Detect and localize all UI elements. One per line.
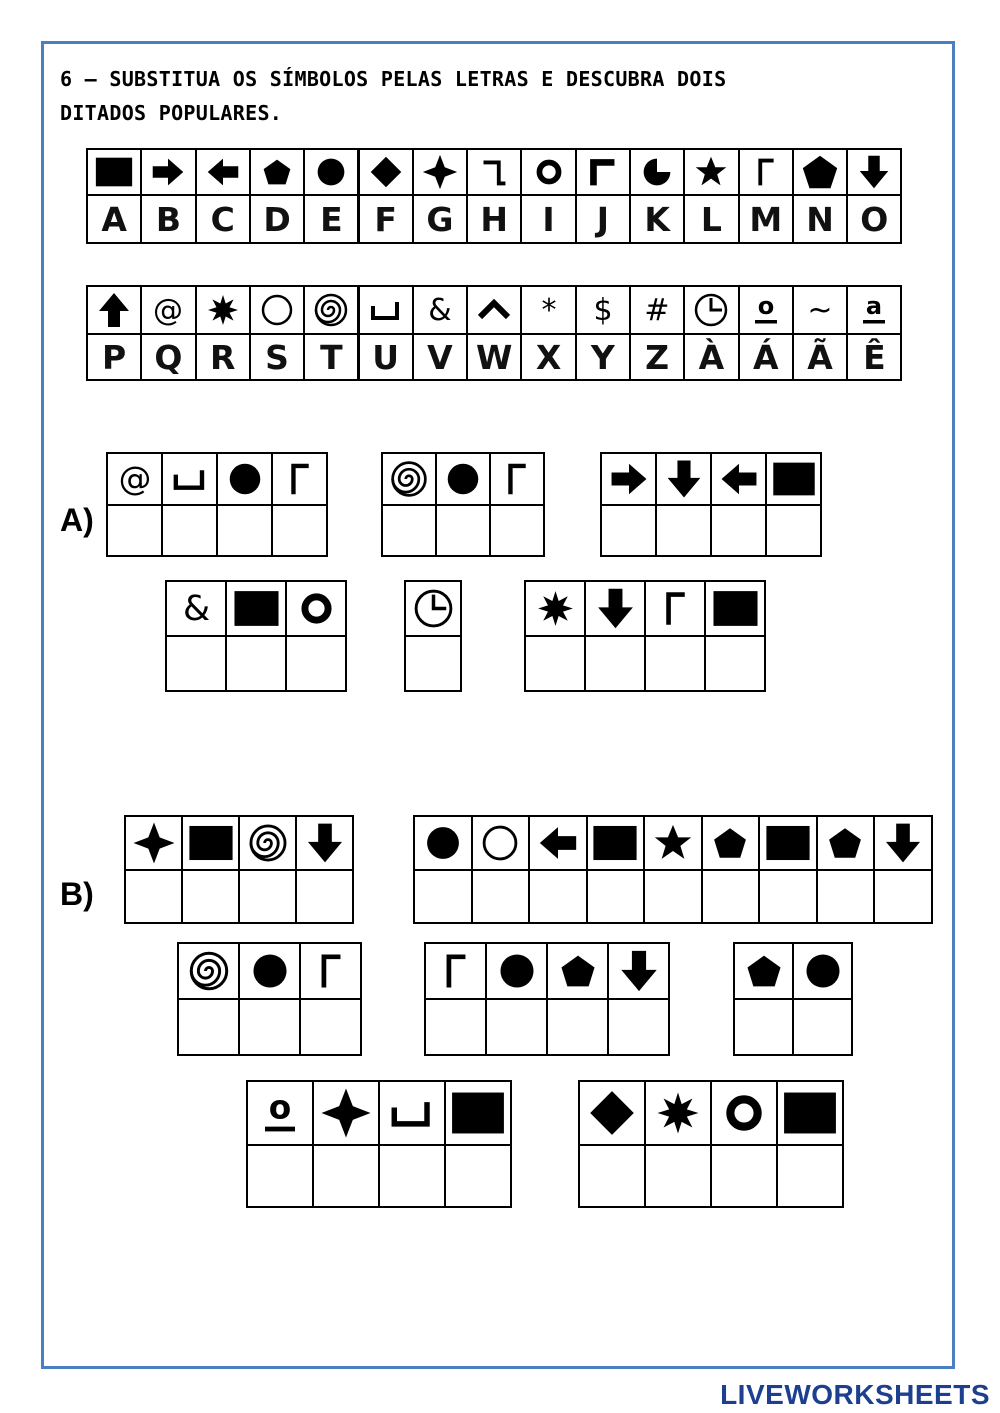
ring-icon — [528, 151, 570, 193]
section-b-answer-box[interactable] — [181, 869, 240, 924]
section-b-answer-box[interactable] — [246, 1144, 314, 1208]
section-b-symbol-cell — [181, 815, 240, 871]
section-a-symbol-cell — [216, 452, 273, 506]
section-b-symbol-cell — [528, 815, 588, 871]
svg-text:&: & — [428, 293, 452, 328]
section-b-symbol-cell — [413, 815, 473, 871]
key-symbol-cell — [520, 148, 576, 196]
big-pentagon-icon — [799, 151, 841, 193]
ampersand-icon — [171, 583, 222, 634]
section-a-answer-box[interactable] — [435, 504, 491, 557]
section-b-answer-box[interactable] — [177, 998, 240, 1056]
svg-text:$: $ — [593, 293, 613, 328]
section-b-answer-box[interactable] — [733, 998, 794, 1056]
key-symbol-cell — [466, 285, 522, 335]
key-letter-cell: X — [520, 333, 576, 381]
pentagon-icon — [705, 818, 755, 868]
arrow-right-icon — [605, 455, 653, 503]
step-bottom-icon — [364, 288, 408, 332]
section-b-symbol-cell — [578, 1080, 646, 1146]
svg-text:~: ~ — [807, 293, 833, 328]
section-a-symbol-cell — [435, 452, 491, 506]
key-letter-cell: Ã — [792, 333, 848, 381]
ring-icon — [714, 1083, 774, 1143]
circle-icon — [418, 818, 468, 868]
key-letter-cell: Q — [140, 333, 196, 381]
star-icon — [690, 151, 732, 193]
key-symbol-cell — [249, 285, 305, 335]
key-letter-cell: I — [520, 194, 576, 244]
square-icon — [93, 151, 135, 193]
key-symbol-cell — [738, 285, 794, 335]
section-b-answer-box[interactable] — [816, 869, 876, 924]
key-symbol-cell — [846, 285, 902, 335]
section-b-symbol-cell — [758, 815, 818, 871]
key-symbol-cell — [629, 148, 685, 196]
key-letter-cell: Ê — [846, 333, 902, 381]
square-icon — [763, 818, 813, 868]
key-symbol-cell — [195, 285, 251, 335]
key-symbol-cell — [520, 285, 576, 335]
pentagon-icon — [552, 945, 604, 997]
key-symbol-cell — [792, 285, 848, 335]
square-icon — [231, 583, 282, 634]
section-b-answer-box[interactable] — [873, 869, 933, 924]
burst-icon — [201, 288, 245, 332]
section-a-answer-box[interactable] — [584, 635, 646, 692]
caret-icon — [472, 288, 516, 332]
section-a-answer-box[interactable] — [165, 635, 227, 692]
section-a-answer-box[interactable] — [655, 504, 712, 557]
gamma-icon — [276, 455, 324, 503]
section-b-symbol-cell — [710, 1080, 778, 1146]
star-icon — [648, 818, 698, 868]
section-a-symbol-cell — [161, 452, 218, 506]
key-letter-cell: A — [86, 194, 142, 244]
section-b-symbol-cell — [792, 942, 853, 1000]
section-a-answer-box[interactable] — [216, 504, 273, 557]
hash-sign-icon — [635, 288, 679, 332]
section-a-answer-box[interactable] — [644, 635, 706, 692]
key-letter-cell: E — [303, 194, 359, 244]
section-b-symbol-cell — [816, 815, 876, 871]
ring-icon — [291, 583, 342, 634]
key-symbol-cell — [412, 285, 468, 335]
section-a-symbol-cell — [225, 580, 287, 637]
at-sign-icon — [146, 288, 190, 332]
svg-text:#: # — [644, 293, 670, 328]
section-a-answer-box[interactable] — [600, 504, 657, 557]
circle-icon — [310, 151, 352, 193]
svg-text:&: & — [182, 589, 210, 630]
svg-text:o: o — [757, 292, 774, 320]
section-b-answer-box[interactable] — [528, 869, 588, 924]
section-b-symbol-cell — [378, 1080, 446, 1146]
section-b-answer-box[interactable] — [444, 1144, 512, 1208]
key-symbol-cell — [249, 148, 305, 196]
arrow-left-icon — [533, 818, 583, 868]
key-letter-cell: J — [575, 194, 631, 244]
ampersand-icon — [418, 288, 462, 332]
section-a-symbol-cell — [655, 452, 712, 506]
svg-text:o: o — [268, 1088, 292, 1127]
key-letter-cell: O — [846, 194, 902, 244]
key-symbol-cell — [303, 285, 359, 335]
section-a-symbol-cell — [600, 452, 657, 506]
section-a-symbol-cell — [285, 580, 347, 637]
thick-corner-icon — [582, 151, 624, 193]
burst-icon — [530, 583, 581, 634]
key-symbol-cell — [575, 148, 631, 196]
section-b-symbol-cell — [312, 1080, 380, 1146]
key-symbol-cell — [575, 285, 631, 335]
section-b-symbol-cell — [546, 942, 609, 1000]
section-b-symbol-cell — [733, 942, 794, 1000]
section-b-symbol-cell — [177, 942, 240, 1000]
section-b-symbol-cell — [444, 1080, 512, 1146]
key-letter-cell: Y — [575, 333, 631, 381]
section-b-answer-box[interactable] — [238, 869, 297, 924]
key-letter-cell: D — [249, 194, 305, 244]
four-point-star-icon — [419, 151, 461, 193]
instruction-text — [60, 62, 920, 130]
section-a-symbol-cell — [524, 580, 586, 637]
step-corner-icon — [473, 151, 515, 193]
key-letter-cell: T — [303, 333, 359, 381]
section-b-symbol-cell — [246, 1080, 314, 1146]
key-letter-cell: U — [358, 333, 414, 381]
spiral-icon — [385, 455, 433, 503]
key-symbol-cell — [412, 148, 468, 196]
section-a-answer-box[interactable] — [404, 635, 462, 692]
section-b-answer-box[interactable] — [758, 869, 818, 924]
dollar-sign-icon — [581, 288, 625, 332]
arrow-down-icon — [590, 583, 641, 634]
section-a-answer-box[interactable] — [106, 504, 163, 557]
section-b-symbol-cell — [586, 815, 646, 871]
gamma-icon — [650, 583, 701, 634]
diamond-icon — [582, 1083, 642, 1143]
key-letter-cell: N — [792, 194, 848, 244]
four-point-star-icon — [316, 1083, 376, 1143]
key-symbol-cell — [846, 148, 902, 196]
section-a-answer-box[interactable] — [161, 504, 218, 557]
section-b-answer-box[interactable] — [643, 869, 703, 924]
section-b-answer-box[interactable] — [546, 998, 609, 1056]
svg-text:a: a — [866, 292, 883, 320]
spiral-icon — [183, 945, 235, 997]
section-b-answer-box[interactable] — [312, 1144, 380, 1208]
hollow-circle-icon — [255, 288, 299, 332]
section-a-answer-box[interactable] — [710, 504, 767, 557]
section-a-symbol-cell — [765, 452, 822, 506]
section-b-symbol-cell — [238, 942, 301, 1000]
section-b-symbol-cell — [299, 942, 362, 1000]
arrow-down-icon — [660, 455, 708, 503]
square-icon — [448, 1083, 508, 1143]
key-letter-cell: Z — [629, 333, 685, 381]
section-a-answer-box[interactable] — [381, 504, 437, 557]
section-a-answer-box[interactable] — [704, 635, 766, 692]
circle-icon — [797, 945, 849, 997]
burst-icon — [648, 1083, 708, 1143]
key-symbol-cell — [140, 148, 196, 196]
section-b-answer-box[interactable] — [586, 869, 646, 924]
pentagon-icon — [738, 945, 790, 997]
clock-icon — [689, 288, 733, 332]
logo-text: LIVEWORKSHEETS — [720, 1379, 990, 1410]
section-a-symbol-cell — [704, 580, 766, 637]
section-a-symbol-cell — [404, 580, 462, 637]
section-b-symbol-cell — [471, 815, 531, 871]
circle-icon — [491, 945, 543, 997]
gamma-icon — [305, 945, 357, 997]
o-underline-icon — [744, 288, 788, 332]
section-b-answer-box[interactable] — [424, 998, 487, 1056]
section-a-symbol-cell — [381, 452, 437, 506]
key-symbol-cell — [86, 148, 142, 196]
section-a-symbol-cell — [584, 580, 646, 637]
tilde-icon — [798, 288, 842, 332]
svg-text:@: @ — [118, 459, 151, 498]
section-a-symbol-cell — [271, 452, 328, 506]
arrow-left-icon — [715, 455, 763, 503]
key-letter-cell: L — [683, 194, 739, 244]
key-letter-cell: F — [358, 194, 414, 244]
key-letter-cell: H — [466, 194, 522, 244]
key-symbol-cell — [86, 285, 142, 335]
section-b-answer-box[interactable] — [607, 998, 670, 1056]
section-a-symbol-cell — [489, 452, 545, 506]
gamma-icon — [493, 455, 541, 503]
key-symbol-cell — [683, 285, 739, 335]
spiral-icon — [309, 288, 353, 332]
section-b-symbol-cell — [643, 815, 703, 871]
arrow-down-icon — [853, 151, 895, 193]
key-symbol-cell — [303, 148, 359, 196]
section-b-answer-box[interactable] — [792, 998, 853, 1056]
section-b-symbol-cell — [644, 1080, 712, 1146]
key-letter-cell: M — [738, 194, 794, 244]
section-a-answer-box[interactable] — [271, 504, 328, 557]
key-letter-cell: V — [412, 333, 468, 381]
key-symbol-cell — [738, 148, 794, 196]
section-b-symbol-cell — [873, 815, 933, 871]
section-b-label: B) — [60, 876, 94, 912]
hollow-circle-icon — [475, 818, 525, 868]
liveworksheets-logo — [720, 1379, 990, 1411]
key-symbol-cell — [358, 285, 414, 335]
section-a-answer-box[interactable] — [225, 635, 287, 692]
section-b-symbol-cell — [701, 815, 761, 871]
section-b-answer-box[interactable] — [413, 869, 473, 924]
svg-text:@: @ — [153, 293, 184, 328]
section-a-answer-box[interactable] — [285, 635, 347, 692]
key-letter-cell: W — [466, 333, 522, 381]
section-b-answer-box[interactable] — [124, 869, 183, 924]
key-letter-cell: C — [195, 194, 251, 244]
key-symbol-cell — [683, 148, 739, 196]
section-b-answer-box[interactable] — [776, 1144, 844, 1208]
circle-icon — [439, 455, 487, 503]
section-b-symbol-cell — [124, 815, 183, 871]
at-sign-icon — [111, 455, 159, 503]
square-icon — [770, 455, 818, 503]
section-b-answer-box[interactable] — [644, 1144, 712, 1208]
key-symbol-cell — [140, 285, 196, 335]
arrow-down-icon — [300, 818, 350, 868]
o-underline-icon — [250, 1083, 310, 1143]
section-a-symbol-cell — [106, 452, 163, 506]
gamma-icon — [745, 151, 787, 193]
key-letter-cell: Á — [738, 333, 794, 381]
arrow-up-icon — [92, 288, 136, 332]
arrow-down-icon — [878, 818, 928, 868]
square-icon — [780, 1083, 840, 1143]
instruction-line-1: 6 – SUBSTITUA OS SÍMBOLOS PELAS LETRAS E DESCUBRA DOIS — [60, 67, 727, 91]
pentagon-icon — [820, 818, 870, 868]
pentagon-icon — [256, 151, 298, 193]
section-a-answer-box[interactable] — [524, 635, 586, 692]
arrow-left-icon — [202, 151, 244, 193]
key-letter-cell: K — [629, 194, 685, 244]
key-symbol-cell — [629, 285, 685, 335]
section-b-symbol-cell — [776, 1080, 844, 1146]
section-b-answer-box[interactable] — [710, 1144, 778, 1208]
moon-icon — [636, 151, 678, 193]
section-b-symbol-cell — [295, 815, 354, 871]
square-icon — [590, 818, 640, 868]
key-letter-cell: S — [249, 333, 305, 381]
key-letter-cell: R — [195, 333, 251, 381]
section-a-symbol-cell — [165, 580, 227, 637]
section-b-answer-box[interactable] — [295, 869, 354, 924]
gamma-icon — [430, 945, 482, 997]
section-b-answer-box[interactable] — [578, 1144, 646, 1208]
square-icon — [186, 818, 236, 868]
section-a-answer-box[interactable] — [765, 504, 822, 557]
step-bottom-icon — [166, 455, 214, 503]
svg-text:*: * — [541, 293, 557, 328]
clock-icon — [408, 583, 459, 634]
section-b-answer-box[interactable] — [238, 998, 301, 1056]
section-b-symbol-cell — [424, 942, 487, 1000]
key-letter-cell: À — [683, 333, 739, 381]
a-underline-icon — [852, 288, 896, 332]
section-b-answer-box[interactable] — [378, 1144, 446, 1208]
square-icon — [710, 583, 761, 634]
section-b-answer-box[interactable] — [701, 869, 761, 924]
section-a-label: A) — [60, 502, 94, 538]
key-letter-cell: B — [140, 194, 196, 244]
circle-icon — [221, 455, 269, 503]
circle-icon — [244, 945, 296, 997]
key-symbol-cell — [358, 148, 414, 196]
section-b-symbol-cell — [607, 942, 670, 1000]
section-b-answer-box[interactable] — [485, 998, 548, 1056]
section-b-symbol-cell — [238, 815, 297, 871]
section-a-answer-box[interactable] — [489, 504, 545, 557]
section-a-symbol-cell — [644, 580, 706, 637]
section-b-answer-box[interactable] — [299, 998, 362, 1056]
key-letter-cell: G — [412, 194, 468, 244]
key-symbol-cell — [466, 148, 522, 196]
four-point-star-icon — [129, 818, 179, 868]
section-b-answer-box[interactable] — [471, 869, 531, 924]
key-letter-cell: P — [86, 333, 142, 381]
section-a-symbol-cell — [710, 452, 767, 506]
section-b-symbol-cell — [485, 942, 548, 1000]
spiral-icon — [243, 818, 293, 868]
asterisk-icon — [527, 288, 571, 332]
arrow-right-icon — [147, 151, 189, 193]
diamond-icon — [365, 151, 407, 193]
instruction-line-2: DITADOS POPULARES. — [60, 101, 283, 125]
key-symbol-cell — [792, 148, 848, 196]
key-symbol-cell — [195, 148, 251, 196]
step-bottom-icon — [382, 1083, 442, 1143]
arrow-down-icon — [613, 945, 665, 997]
